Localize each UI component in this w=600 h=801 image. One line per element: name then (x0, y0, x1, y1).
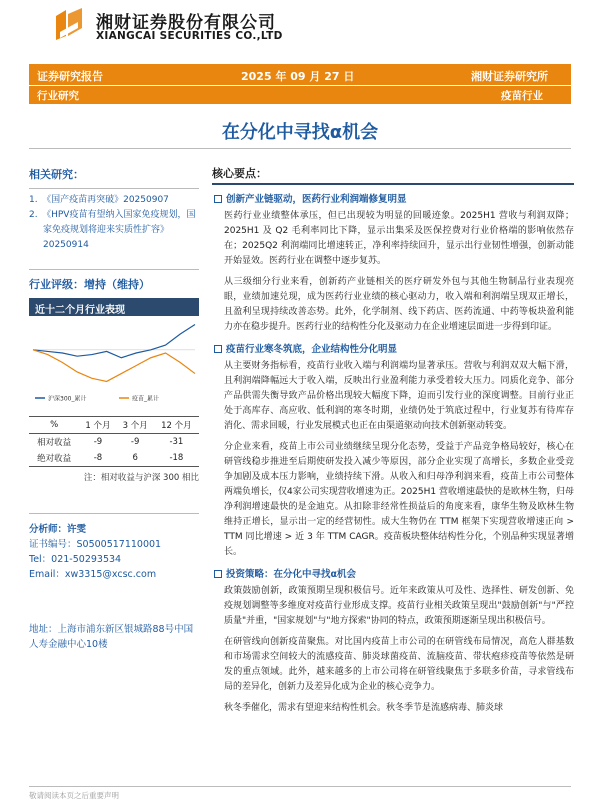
square-bullet-icon (214, 195, 222, 203)
related-item[interactable]: 2. 《HPV疫苗有望纳入国家免疫规划，国家免疫规划将迎来实质性扩容》 20250914 (29, 210, 196, 250)
table-cell: -8 (79, 450, 116, 467)
table-header: 12 个月 (154, 417, 199, 434)
legend-label: 沪深300_累计 (48, 395, 87, 403)
section-heading: 创新产业链驱动，医药行业利润端修复明显 (212, 191, 574, 205)
divider (29, 269, 199, 270)
related-research-heading: 相关研究： (29, 168, 84, 181)
paragraph: 政策鼓励创新，政策预期呈现积极信号。近年来政策从可及性、选择性、研发创新、免疫规划调整等多维度对疫苗行业形成支撑。疫苗行业相关政策呈现出"鼓励创新"与"严控质量"并重，"国家规划"与"地方探索"协同的特点，政策预期逐渐呈现出积极信号。 (224, 586, 574, 626)
paragraph: 医药行业业绩整体承压，但已出现较为明显的回暖迹象。2025H1 营收与利润双降；2025H1 及 Q2 毛利率同比下降，显示出集采及医保控费对行业价格端的影响依然存在；2025Q2 利润端同比增速转正，净利率持续回升，显示出行业韧性增强，创新动能开始显效。医药行业在调整中逐步复苏。 (224, 211, 574, 266)
report-type: 证券研究报告 (37, 70, 103, 83)
series-line-0 (33, 325, 195, 358)
analyst-name: 分析师：许雯 (29, 524, 87, 535)
table-cell: -18 (154, 450, 199, 467)
category-label: 行业研究 (37, 90, 79, 102)
industry-rating: 行业评级：增持（维持） (29, 278, 150, 291)
analyst-email[interactable]: Email：xw3315@xcsc.com (29, 569, 157, 580)
table-cell: 相对收益 (37, 438, 72, 448)
divider (29, 786, 571, 787)
table-cell: -9 (93, 437, 103, 447)
table-header: 3 个月 (117, 417, 154, 434)
table-row (29, 450, 199, 467)
square-bullet-icon (214, 570, 222, 578)
table-cell: 绝对收益 (29, 450, 79, 467)
category-band (29, 86, 571, 104)
analyst-tel: Tel：021-50293534 (29, 554, 122, 565)
performance-chart (29, 316, 199, 406)
table-cell: 6 (117, 450, 154, 467)
paragraph: 从三级细分行业来看，创新药产业链相关的医疗研发外包与其他生物制品行业表现亮眼，业绩加速兑现，成为医药行业业绩的核心驱动力，收入端和利润端呈现双正增长，且盈利呈现持续改善态势。此外，化学制剂、线下药店、医药流通、中药等板块盈利能力亦在稳步提升。医药行业的结构性分化及驱动力在企业增速层面进一步得到印证。 (224, 277, 574, 332)
table-cell: -31 (169, 437, 184, 447)
related-item[interactable]: 1. 《国产疫苗再突破》20250907 (29, 195, 169, 205)
core-points-heading: 核心要点： (212, 167, 267, 180)
square-bullet-icon (214, 345, 222, 353)
table-header: % (29, 417, 79, 434)
report-date: 2025 年 09 月 27 日 (241, 70, 355, 83)
chart-heading: 近十二个月行业表现 (29, 298, 199, 316)
table-cell: -9 (130, 437, 140, 447)
paragraph: 在研管线向创新疫苗聚焦。对比国内疫苗上市公司的在研管线布局情况，高危人群基数和市场需求空间较大的流感疫苗、肺炎球菌疫苗、流脑疫苗、带状疱疹疫苗等依然是研发的重点领域。此外，越来越多的上市公司将在研管线聚焦于多联多价苗，寻求管线布局的差异化，创新力及差异化成为企业的核心竞争力。 (224, 637, 574, 692)
analyst-address: 地址：上海市浦东新区银城路88号中国人寿金融中心10楼 (29, 624, 194, 650)
company-name-en: XIANGCAI SECURITIES CO.,LTD (96, 30, 283, 42)
report-title: 在分化中寻找α机会 (221, 122, 379, 143)
analyst-cert: 证书编号：S0500517110001 (29, 539, 162, 550)
performance-table (29, 416, 199, 467)
sidebar (29, 152, 199, 652)
main-content (212, 165, 574, 722)
logo-mark-icon (52, 6, 86, 42)
paragraph: 分企业来看，疫苗上市公司业绩继续呈现分化态势，受益于产品竞争格局较好，核心在研管线稳步推进至后期使研发投入减少等原因，部分企业实现了高增长，多数企业受竞争加剧及成本压力影响，业绩持续下滑。从收入和归母净利润来看，疫苗上市公司整体两端负增长，仅4家公司实现营收增速为正。2025H1 营收增速最快的是欧林生物，归母净利润增速最快的是金迪克。从扣除非经常性损益后的角度来看，康华生物及欧林生物维持正增长，显示出一定的经营韧性。成大生物仍在 TTM 框架下实现营收增速正向 > TTM 同比增速 > 近 3 年 TTM CAGR。疫苗板块整体结构性分化，个别品种实现显著增长。 (224, 442, 574, 557)
divider (212, 183, 574, 185)
legend-label: 疫苗_累计 (132, 395, 160, 403)
table-row (29, 434, 199, 451)
section-heading: 疫苗行业寒冬筑底，企业结构性分化明显 (212, 341, 574, 355)
table-header: 1 个月 (79, 417, 116, 434)
paragraph: 秋冬季催化，需求有望迎来结构性机会。秋冬季节是流感病毒、肺炎球 (224, 703, 504, 713)
institute-name: 湘财证券研究所 (471, 70, 548, 83)
paragraph: 从主要财务指标看，疫苗行业收入端与利润端均显著承压。营收与利润双双大幅下滑，且利润端降幅远大于收入端，反映出行业盈利能力承受着较大压力。同质化竞争、部分产品供需失衡导致产品价格出现较大幅度下降，迫而引发行业的深度调整。目前行业正处于高库存、高应收、低利润的寒冬时期，业绩仍处于筑底过程中，行业复苏有待库存消化、需求回暖，行业发展模式也正在由渠道驱动向技术创新驱动转变。 (224, 361, 574, 431)
report-header-band (29, 64, 571, 85)
divider (29, 188, 199, 189)
company-name-cn: 湘财证券股份有限公司 (96, 13, 276, 33)
section-heading: 投资策略：在分化中寻找α机会 (212, 566, 574, 580)
table-note: 注：相对收益与沪深 300 相比 (83, 473, 199, 483)
company-logo (40, 4, 300, 50)
footer-disclaimer: 敬请阅读本页之后重要声明 (29, 791, 119, 800)
industry-label: 疫苗行业 (501, 90, 543, 102)
divider (29, 148, 571, 149)
